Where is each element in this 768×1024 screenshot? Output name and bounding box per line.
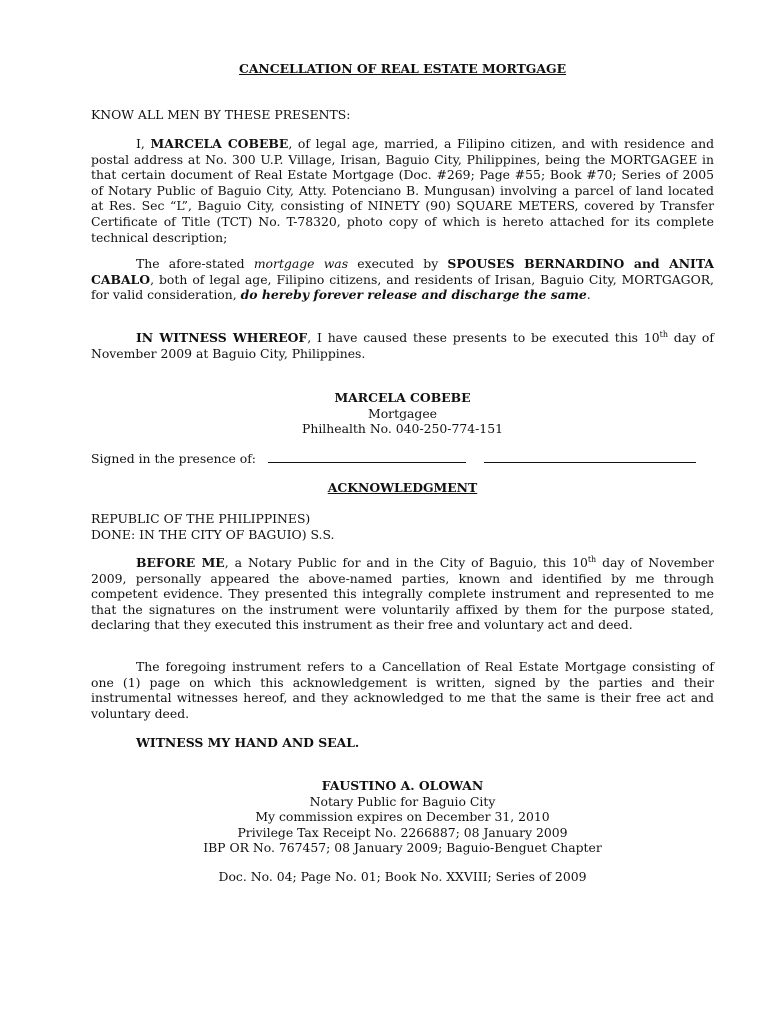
p3-text-2: day of November 2009 at Baguio City, Philippines. [91, 330, 714, 361]
notary-block [91, 778, 714, 856]
acknowledgment-title: ACKNOWLEDGMENT [327, 480, 478, 495]
paragraph-release [91, 256, 714, 303]
venue-block [91, 511, 714, 542]
p2-mid2: , both of legal age, Filipino citizens, and residents of Irisan, Baguio City, MORTGAGOR, for valid consideration, [91, 271, 714, 303]
notary-name: FAUSTINO A. OLOWAN [321, 778, 484, 793]
p2-italic: mortgage was [253, 256, 349, 271]
document-reference: Doc. No. 04; Page No. 01; Book No. XXVIII; Series of 2009 [218, 869, 587, 884]
p3-text-1: , I have caused these presents to be executed this 10 [307, 330, 660, 345]
notary-line-2: My commission expires on December 31, 2010 [255, 809, 550, 825]
paragraph-before-me [91, 555, 714, 633]
signatory-role: Mortgagee [368, 405, 437, 421]
mortgagor-names: SPOUSES BERNARDINO and ANITA CABALO [91, 256, 714, 287]
p2-end: . [586, 287, 591, 303]
document-title: CANCELLATION OF REAL ESTATE MORTGAGE [238, 61, 567, 76]
p1-lead: I, [136, 136, 151, 151]
paragraph-foregoing [91, 659, 714, 721]
notary-line-4: IBP OR No. 767457; 08 January 2009; Baguio-Benguet Chapter [203, 840, 602, 856]
p2-mid1: executed by [348, 256, 448, 271]
p1-text: , of legal age, married, a Filipino citizen, and with residence and postal address at No. 300 U.P. Village, Irisan, Baguio City, Philippines, being the MORTGAGEE in that certain document of Real Estate Mortgage (Doc. #269; Page #55; Book #70; Series of 2005 of Notary Public of Baguio City, Atty. Potenciano B. Mungusan) involving a parcel of land located at Res. Sec “L”, Baguio City, consisting of NINETY (90) SQUARE METERS, covered by Transfer Certificate of Title (TCT) No. T-78320, photo copy of which is hereto attached for its complete technical description; [91, 136, 715, 245]
notary-line-3: Privilege Tax Receipt No. 2266887; 08 January 2009 [237, 824, 568, 840]
witness-signature-row [91, 451, 714, 467]
paragraph-witness-whereof [91, 330, 714, 361]
p2-lead: The afore-stated [136, 256, 254, 271]
p4-text-1: , a Notary Public for and in the City of Baguio, this 10 [224, 555, 588, 570]
p5-text: The foregoing instrument refers to a Cancellation of Real Estate Mortgage consisting of one (1) page on which this acknowledgement is written, signed by the parties and their instrumental witnesses hereof, and they acknowledged to me that the same is their free act and voluntary deed. [91, 659, 714, 721]
release-clause: do hereby forever release and discharge the same [240, 287, 587, 303]
witness-hand-seal [91, 735, 714, 751]
witness-line-label: Signed in the presence of: [91, 451, 256, 466]
witness-signature-line-1 [268, 452, 466, 463]
signatory-name: MARCELA COBEBE [334, 390, 471, 405]
before-me-heading: BEFORE ME [136, 555, 225, 570]
paragraph-mortgagee [91, 136, 714, 245]
venue-line-2: DONE: IN THE CITY OF BAGUIO) S.S. [91, 526, 335, 542]
p3-superscript: th [659, 329, 668, 339]
mortgagee-name: MARCELA COBEBE [150, 136, 289, 151]
signatory-id: Philhealth No. 040-250-774-151 [302, 421, 503, 437]
venue-line-1: REPUBLIC OF THE PHILIPPINES) [91, 511, 311, 526]
notary-line-1: Notary Public for Baguio City [309, 793, 496, 809]
witness-hand-seal-text: WITNESS MY HAND AND SEAL. [136, 735, 360, 750]
p4-text-2: day of November 2009, personally appeared the above-named parties, known and identified by me through competent evidence. They presented this integrally complete instrument and represented to me that the signatures on the instrument were voluntarily affixed by them for the purpose stated, declaring that they executed this instrument as their free and voluntary act and deed. [91, 555, 714, 633]
signatory-block [91, 390, 714, 437]
opening-line: KNOW ALL MEN BY THESE PRESENTS: [91, 107, 351, 122]
witness-whereof-heading: IN WITNESS WHEREOF [136, 330, 308, 345]
p4-superscript: th [587, 554, 597, 564]
witness-signature-line-2 [484, 452, 696, 463]
